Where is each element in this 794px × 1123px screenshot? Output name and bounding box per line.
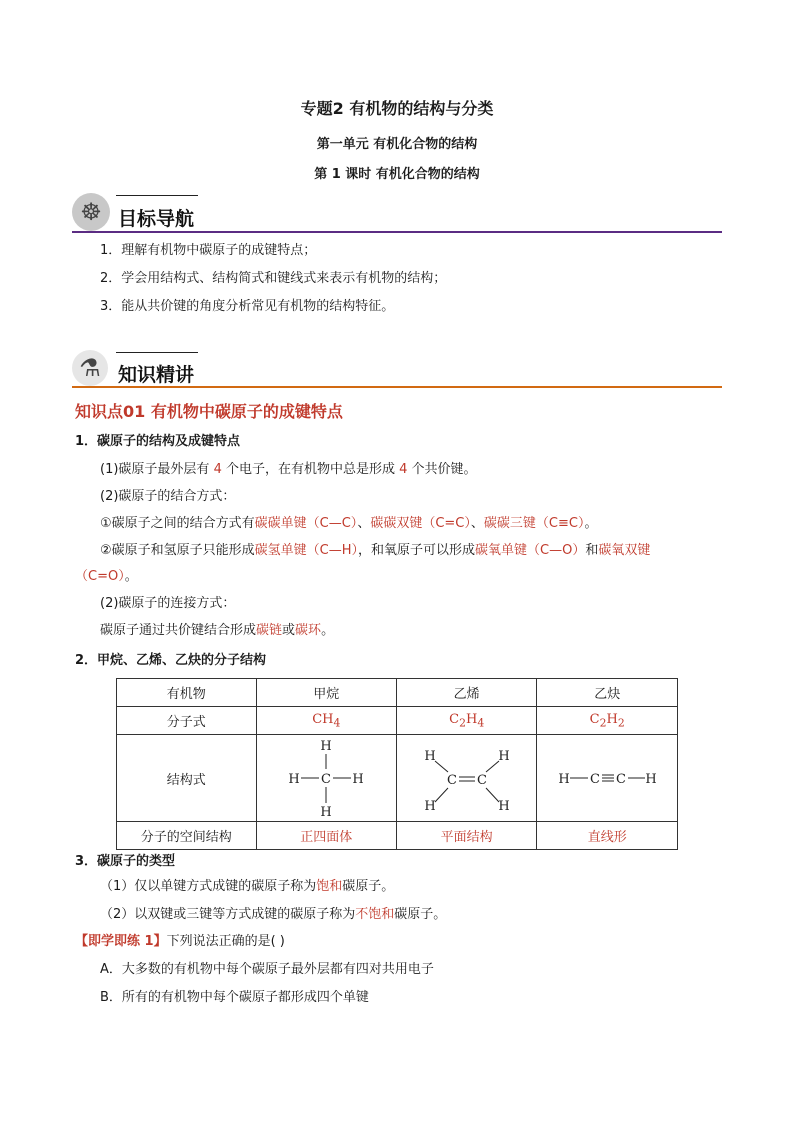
goal-item-1: 1．理解有机物中碳原子的成键特点； <box>100 243 317 258</box>
atom-h: H <box>424 749 436 764</box>
practice-tag: 【即学即练 1】 <box>75 934 167 949</box>
shape-ethylene: 平面结构 <box>396 822 536 850</box>
acetylene-structure <box>537 735 678 822</box>
formula-c2h2: $C_2H_2$ <box>537 707 678 735</box>
s1-p4: ②碳原子和氢原子只能形成碳氢单键（C—H），和氧原子可以形成碳氧单键（C—O）和碳氧双键 <box>100 543 651 558</box>
atom-h: H <box>288 772 300 787</box>
header-cell: 乙炔 <box>537 679 678 707</box>
knowledge-topline <box>116 352 198 353</box>
s2-title: 2．甲烷、乙烯、乙炔的分子结构 <box>75 653 267 668</box>
s1-p3: ①碳原子之间的结合方式有碳碳单键（C—C）、碳碳双键（C=C）、碳碳三键（C≡C）。 <box>100 516 598 531</box>
bond-line <box>486 788 499 802</box>
atom-h: H <box>424 799 436 814</box>
goals-divider <box>72 231 722 233</box>
atom-c: C <box>321 772 332 787</box>
s1-p6: 碳原子通过共价键结合形成碳链或碳环。 <box>100 623 335 638</box>
ethylene-diagram <box>422 738 512 818</box>
bond-line <box>435 788 448 802</box>
atom-c: C <box>616 772 627 787</box>
atom-c: C <box>476 773 487 788</box>
ethylene-structure <box>396 735 536 822</box>
brain-icon: ☸ <box>72 193 110 231</box>
practice-option-b: B．所有的有机物中每个碳原子都形成四个单键 <box>100 990 369 1005</box>
goal-topline <box>116 195 198 196</box>
formula-ch4: $CH_4$ <box>256 707 396 735</box>
practice-option-a: A．大多数的有机物中每个碳原子最外层都有四对共用电子 <box>100 962 434 977</box>
atom-h: H <box>498 749 510 764</box>
formula-c2h4: $C_2H_4$ <box>396 707 536 735</box>
row-label: 分子式 <box>117 707 257 735</box>
unit-title: 第一单元 有机化合物的结构 <box>316 137 478 152</box>
document-title: 专题2 有机物的结构与分类 <box>300 99 494 118</box>
row-label: 分子的空间结构 <box>117 822 257 850</box>
s1-p2: (2)碳原子的结合方式： <box>100 489 236 504</box>
s1-p4-cont: （C=O）。 <box>75 569 138 584</box>
goal-item-2: 2．学会用结构式、结构简式和键线式来表示有机物的结构； <box>100 271 447 286</box>
goals-heading: 目标导航 <box>118 208 195 230</box>
flask-icon: ⚗ <box>72 350 108 386</box>
atom-h: H <box>320 805 332 818</box>
knowledge-heading: 知识精讲 <box>118 364 195 386</box>
knowledge-divider <box>72 386 722 388</box>
header-cell: 有机物 <box>117 679 257 707</box>
acetylene-diagram <box>557 763 657 793</box>
s3-line-2: （2）以双键或三键等方式成键的碳原子称为不饱和碳原子。 <box>100 907 447 922</box>
molecule-table <box>116 678 678 850</box>
table-row <box>117 822 678 850</box>
s1-p5: (2)碳原子的连接方式： <box>100 596 236 611</box>
atom-h: H <box>352 772 364 787</box>
s3-line-1: （1）仅以单键方式成键的碳原子称为饱和碳原子。 <box>100 879 395 894</box>
table-row <box>117 735 678 822</box>
row-label: 结构式 <box>117 735 257 822</box>
header-cell: 乙烯 <box>396 679 536 707</box>
goal-item-3: 3．能从共价键的角度分析常见有机物的结构特征。 <box>100 299 395 314</box>
s1-title: 1．碳原子的结构及成键特点 <box>75 434 241 449</box>
shape-methane: 正四面体 <box>256 822 396 850</box>
practice-question: 【即学即练 1】下列说法正确的是( ) <box>75 934 285 949</box>
atom-c: C <box>446 773 457 788</box>
atom-c: C <box>590 772 601 787</box>
atom-h: H <box>558 772 570 787</box>
s3-title: 3．碳原子的类型 <box>75 854 176 869</box>
header-cell: 甲烷 <box>256 679 396 707</box>
lesson-title: 第 1 课时 有机化合物的结构 <box>314 167 480 182</box>
bond-line <box>486 761 499 772</box>
methane-structure <box>256 735 396 822</box>
table-row <box>117 679 678 707</box>
s1-p1: (1)碳原子最外层有 4 个电子，在有机物中总是形成 4 个共价键。 <box>100 462 477 477</box>
methane-diagram <box>286 738 366 818</box>
shape-acetylene: 直线形 <box>537 822 678 850</box>
knowledge-point-title: 知识点01 有机物中碳原子的成键特点 <box>75 402 343 421</box>
bond-line <box>435 761 448 772</box>
atom-h: H <box>320 739 332 754</box>
atom-h: H <box>645 772 657 787</box>
table-row <box>117 707 678 735</box>
atom-h: H <box>498 799 510 814</box>
